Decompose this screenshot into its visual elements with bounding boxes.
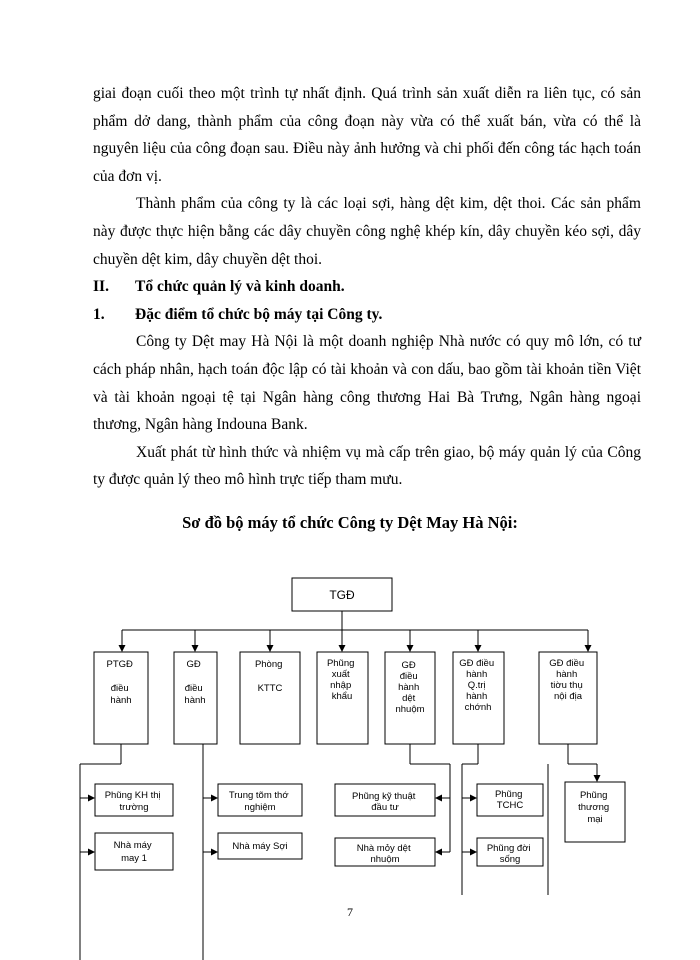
box-phong-xnk-line: khẩu <box>331 691 353 702</box>
box-gd-qtri-line: hành <box>466 691 488 702</box>
heading-subsection-1-number: 1. <box>93 305 105 323</box>
box-gd-qtri-line: Q.trị <box>467 680 486 691</box>
box-trung-tam-line: nghiệm <box>244 802 276 813</box>
box-ptgd-line: điều <box>110 683 129 694</box>
paragraph-4: Xuất phát từ hình thức và nhiệm vụ mà cấp trên giao, bộ máy quản lý của Công ty được quản lý theo mô hình trực tiếp tham mưu. <box>93 443 641 489</box>
box-phong-ky-thuat-line: đầu tư <box>371 802 399 813</box>
box-gd-det-nhuom-line: nhuộm <box>395 704 425 715</box>
box-gd-qtri-line: GĐ điều <box>459 658 495 669</box>
box-phong-kh-line: trường <box>119 802 149 813</box>
box-gd-qtri-line: chớnh <box>464 702 492 713</box>
box-phong-xnk-line: nhập <box>330 680 352 691</box>
box-gd-tieu-thu-line: nội địa <box>554 691 582 702</box>
box-gd-dieu-hanh-line: điều <box>184 683 203 694</box>
box-phong-tchc-line: Phũng <box>494 789 523 800</box>
box-nha-may-det-line: nhuộm <box>370 854 400 865</box>
connectors-level2 <box>122 630 588 651</box>
box-phong-tchc-line: TCHC <box>496 800 524 811</box>
box-ptgd-label <box>106 659 135 706</box>
box-nha-may-det-line: Nhà mỏy dệt <box>356 843 411 854</box>
box-ptgd-line: hành <box>110 695 132 706</box>
box-ptgd-line: PTGĐ <box>106 659 133 670</box>
box-nha-may-soi-label <box>232 841 287 852</box>
box-gd-tieu-thu-label <box>549 658 587 702</box>
box-gd-tieu-thu-line: GĐ điều <box>549 658 585 669</box>
box-gd-det-nhuom-line: hành <box>398 682 420 693</box>
box-gd-det-nhuom-line: dệt <box>402 693 416 704</box>
box-phong-doi-song-line: Phũng đời <box>486 843 531 854</box>
diagram-title: Sơ đồ bộ máy tổ chức Công ty Dệt May Hà Nội: <box>182 513 518 532</box>
box-phong-xnk-line: xuất <box>331 669 350 680</box>
box-phong-thuong-mai-line: Phũng <box>579 790 608 801</box>
box-phong-xnk-line: Phũng <box>326 658 355 669</box>
box-nha-may-soi-line: Nhà máy Sợi <box>232 841 288 852</box>
box-gd-dieu-hanh-line: hành <box>184 695 206 706</box>
heading-subsection-1-text: Đặc điểm tổ chức bộ máy tại Công ty. <box>135 305 383 323</box>
box-trung-tam-line: Trung tõm thớ <box>228 790 289 801</box>
box-gd-qtri-line: hành <box>466 669 488 680</box>
paragraph-1: giai đoạn cuối theo một trình tự nhất định. Quá trình sản xuất diễn ra liên tục, có sản phẩm dở dang, thành phẩm của công đoạn này vừa có thể xuất bán, vừa có thể là nguyên liệu của công đoạn sau. Điều này ảnh hưởng và chi phối đến công tác hạch toán của đơn vị. <box>93 85 641 185</box>
box-nha-may-may-line: may 1 <box>121 853 147 864</box>
box-phong-thuong-mai-line: thương <box>578 802 610 813</box>
box-gd-dieu-hanh-line: GĐ <box>186 659 201 670</box>
box-phong-kh-line: Phũng KH thị <box>104 790 161 801</box>
box-nha-may-may-line: Nhà máy <box>113 840 152 851</box>
box-gd-det-nhuom-line: GĐ <box>401 660 416 671</box>
box-phong-thuong-mai-line: mại <box>587 814 603 825</box>
box-phong-tchc-label <box>495 789 525 811</box>
box-phong-doi-song-line: sống <box>499 854 521 865</box>
box-gd-det-nhuom-line: điều <box>399 671 418 682</box>
box-gd-dieu-hanh-label <box>184 659 205 706</box>
paragraph-2: Thành phẩm của công ty là các loại sợi, hàng dệt kim, dệt thoi. Các sản phẩm này được thực hiện bằng các dây chuyền công nghệ khép kín, dây chuyền kéo sợi, dây chuyền dệt kim, dây chuyền dệt thoi. <box>93 195 641 268</box>
heading-section-2-text: Tổ chức quản lý và kinh doanh. <box>135 278 345 296</box>
box-gd-tieu-thu-line: hành <box>556 669 578 680</box>
box-phong-kttc-line: Phòng <box>254 659 283 670</box>
heading-section-2-number: II. <box>93 278 109 296</box>
box-gd-tieu-thu-line: tiờu thụ <box>550 680 583 691</box>
box-phong-kttc-line: KTTC <box>257 683 283 694</box>
paragraph-3: Công ty Dệt may Hà Nội là một doanh nghiệp Nhà nước có quy mô lớn, có tư cách pháp nhân, hạch toán độc lập có tài khoản và con dấu, bao gồm tài khoản tiền Việt và tài khoản ngoại tệ tại Ngân hàng công thương Hai Bà Trưng, Ngân hàng ngoại thương, Ngân hàng Indouna Bank. <box>93 333 641 434</box>
box-nha-may-may <box>95 833 173 870</box>
box-phong-ky-thuat-line: Phũng kỹ thuật <box>351 791 416 802</box>
box-tgd-label: TGĐ <box>329 588 355 602</box>
page-number: 7 <box>347 905 353 919</box>
